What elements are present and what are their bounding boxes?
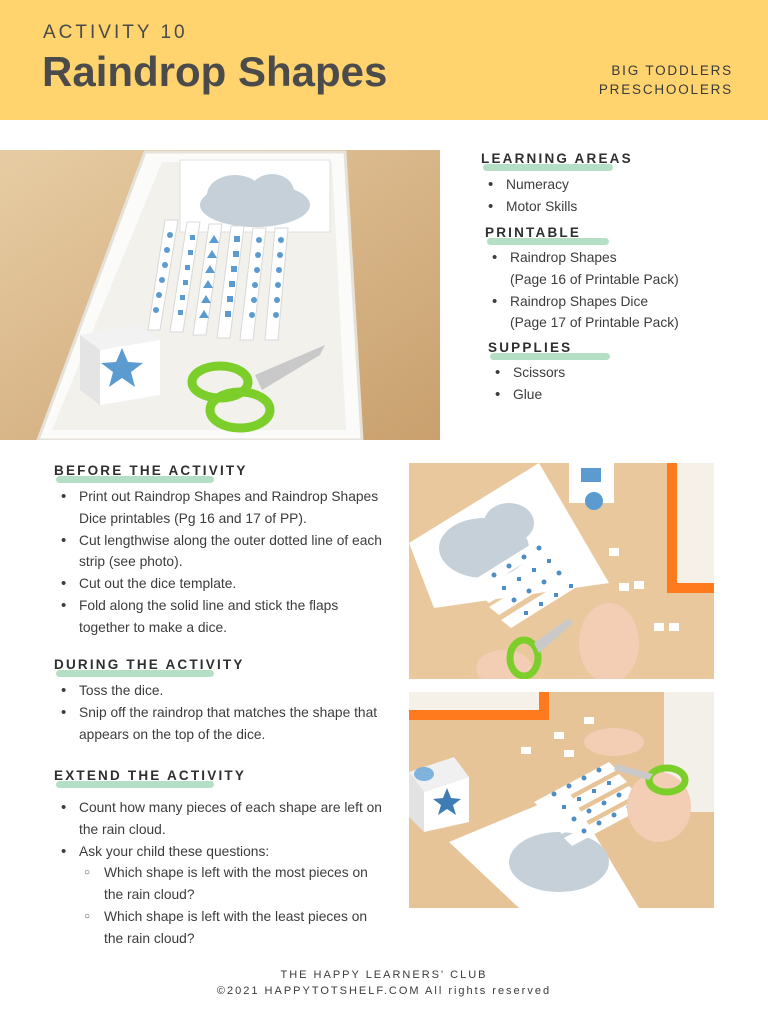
during-activity-heading: DURING THE ACTIVITY [54,657,245,672]
list-item [485,291,765,335]
learning-areas-list [481,174,761,218]
list-item: • Print out Raindrop Shapes and Raindrop Shapes Dice printables (Pg 16 and 17 of PP). [54,486,384,530]
sub-list [79,862,384,949]
list-item [485,247,765,291]
page-title: Raindrop Shapes [42,48,388,95]
header-banner [0,0,768,120]
age-group-line: PRESCHOOLERS [598,82,733,97]
footer-copyright: ©2021 HAPPYTOTSHELF.COM All rights reserved [216,985,552,997]
before-activity-heading: BEFORE THE ACTIVITY [54,463,248,478]
age-group-line: BIG TODDLERS [611,63,733,78]
list-item-text: • Raindrop Shapes [510,250,617,265]
before-activity-list [54,486,384,639]
list-item: • Snip off the raindrop that matches the shape that appears on the top of the dice. [54,702,384,746]
sub-list-item: ○ Which shape is left with the least pieces on the rain cloud? [79,906,384,950]
photo-tray-setup [0,150,440,440]
during-activity-list [54,680,384,745]
list-item: • Fold along the solid line and stick the flaps together to make a dice. [54,595,384,639]
extend-activity-heading: EXTEND THE ACTIVITY [54,768,246,783]
printable-list [485,247,765,334]
age-group [599,61,733,99]
printable-heading: PRINTABLE [485,225,581,240]
list-item-text: (Page 17 of Printable Pack) [510,315,679,331]
list-item: • Glue [488,384,758,406]
list-item [54,841,384,950]
list-item-text: (Page 16 of Printable Pack) [510,271,679,287]
list-item: • Cut out the dice template. [54,573,384,595]
learning-areas-heading: LEARNING AREAS [481,151,633,166]
list-item: • Cut lengthwise along the outer dotted line of each strip (see photo). [54,530,384,574]
supplies-heading: SUPPLIES [488,340,572,355]
footer-club: THE HAPPY LEARNERS' CLUB [280,969,488,981]
photo-child-cutting [409,463,714,679]
list-item: • Scissors [488,362,758,384]
list-item-text: • Ask your child these questions: [79,843,270,859]
list-item: • Motor Skills [481,196,761,218]
list-item: • Numeracy [481,174,761,196]
photo-child-snipping [409,692,714,908]
activity-number: ACTIVITY 10 [43,22,188,43]
list-item-text: • Raindrop Shapes Dice [510,293,649,309]
supplies-list [488,362,758,406]
list-item: • Toss the dice. [54,680,384,702]
sub-list-item: ○ Which shape is left with the most pieces on the rain cloud? [79,862,384,906]
extend-activity-list [54,797,384,950]
list-item: • Count how many pieces of each shape are left on the rain cloud. [54,797,384,841]
